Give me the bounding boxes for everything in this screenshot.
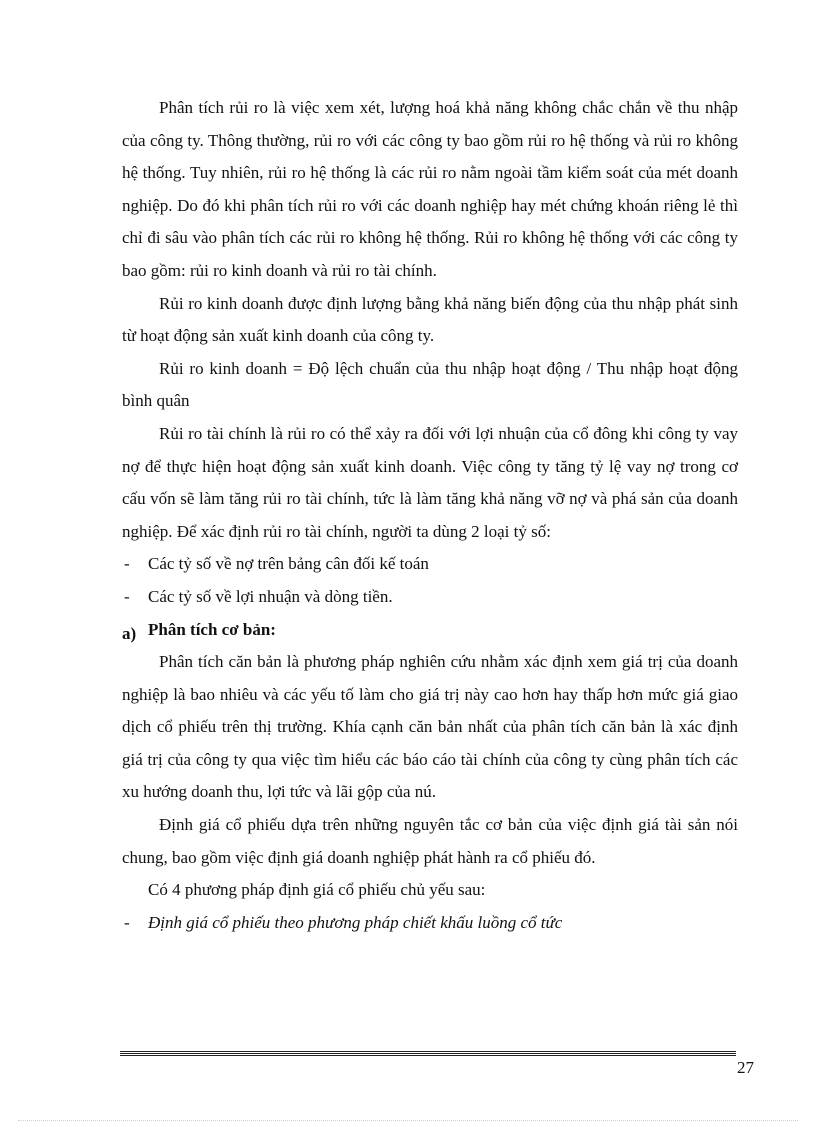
paragraph-risk-analysis: Phân tích rủi ro là việc xem xét, lượng hoá khả năng không chắc chắn về thu nhập của công ty. Thông thường, rủi ro với các công ty bao gồm rủi ro hệ thống và rủi ro không hệ thống. Tuy nhiên, rủi ro hệ thống là các rủi ro nằm ngoài tầm kiểm soát của mét doanh nghiệp. Do đó khi phân tích rủi ro với các doanh nghiệp hay mét chứng khoán riêng lẻ thì chỉ đi sâu vào phân tích các rủi ro không hệ thống. Rủi ro không hệ thống với các công ty bao gồm: rủi ro kinh doanh và rủi ro tài chính.	[122, 98, 738, 280]
paragraph-fundamental-analysis: Phân tích căn bản là phương pháp nghiên cứu nhằm xác định xem giá trị của doanh nghiệp là bao nhiêu và các yếu tố làm cho giá trị này cao hơn hay thấp hơn mức giá giao dịch cổ phiếu trên thị trường. Khía cạnh căn bản nhất của phân tích căn bản là xác định giá trị của công ty qua việc tìm hiểu các báo cáo tài chính của công ty cùng phân tích các xu hướng doanh thu, lợi tức và lãi gộp của nú.	[122, 652, 738, 802]
list-item	[122, 548, 738, 581]
paragraph-stock-valuation: Định giá cổ phiếu dựa trên những nguyên tắc cơ bản của việc định giá tài sản nói chung, bao gồm việc định giá doanh nghiệp phát hành ra cổ phiếu đó.	[122, 815, 738, 867]
paragraph-business-risk: Rủi ro kinh doanh được định lượng bằng khả năng biến động của thu nhập phát sinh từ hoạt động sản xuất kinh doanh của công ty.	[122, 293, 738, 346]
body-text	[122, 92, 738, 939]
bullet-dividend-discount: Định giá cổ phiếu theo phương pháp chiết khấu luồng cổ tức	[148, 912, 563, 932]
list-item	[122, 581, 738, 614]
footer-divider	[120, 1051, 736, 1056]
bullet-debt-ratios: Các tỷ số về nợ trên bảng cân đối kế toán	[148, 554, 429, 574]
list-item	[122, 907, 738, 940]
page-number: 27	[737, 1058, 754, 1077]
bullet-profit-cashflow-ratios: Các tỷ số về lợi nhuận và dòng tiền.	[148, 586, 393, 606]
paragraph-valuation-methods: Có 4 phương pháp định giá cổ phiếu chủ yếu sau:	[148, 880, 486, 900]
heading-marker: a)	[122, 623, 137, 643]
bullet-dash: -	[124, 554, 130, 574]
heading-text: Phân tích cơ bản:	[148, 619, 276, 639]
paragraph-financial-risk: Rủi ro tài chính là rủi ro có thể xảy ra đối với lợi nhuận của cổ đông khi công ty vay nợ để thực hiện hoạt động sản xuất kinh doanh. Việc công ty tăng tỷ lệ vay nợ trong cơ cấu vốn sẽ làm tăng rủi ro tài chính, tức là làm tăng khả năng vỡ nợ và phá sản của doanh nghiệp. Để xác định rủi ro tài chính, người ta dùng 2 loại tỷ số:	[122, 423, 738, 541]
bullet-dash: -	[124, 586, 130, 606]
page-edge	[18, 1120, 798, 1121]
section-heading	[122, 614, 738, 647]
bullet-dash: -	[124, 912, 130, 932]
paragraph-business-risk-formula: Rủi ro kinh doanh = Độ lệch chuẩn của thu nhập hoạt động / Thu nhập hoạt động bình quân	[122, 358, 738, 411]
